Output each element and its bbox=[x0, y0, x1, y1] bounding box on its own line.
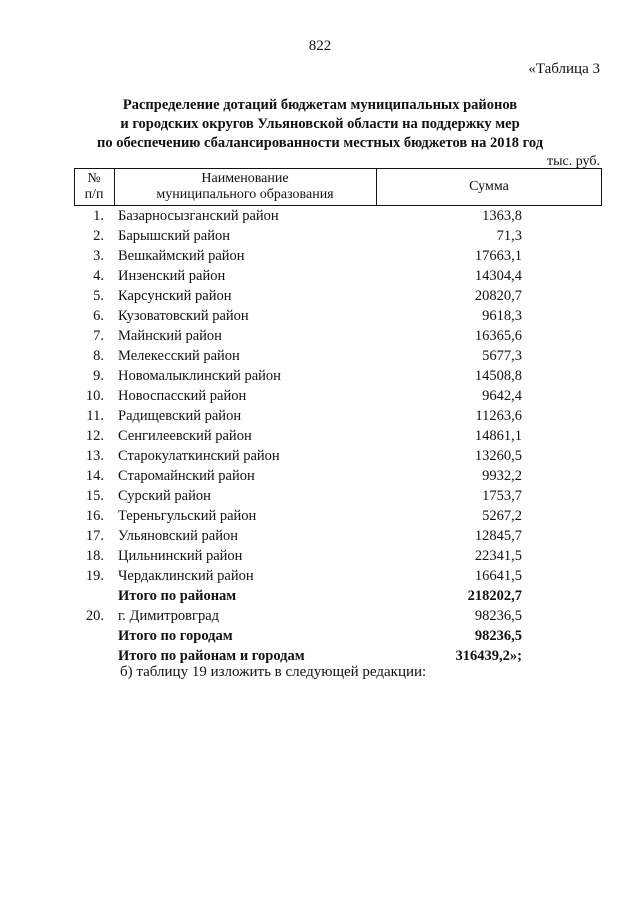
row-number: 10. bbox=[85, 388, 104, 404]
municipality-name: Сурский район bbox=[118, 488, 211, 504]
amount-value: 20820,7 bbox=[474, 288, 522, 304]
table-row bbox=[74, 306, 602, 326]
amount-value: 98236,5 bbox=[474, 628, 522, 644]
municipality-name: Чердаклинский район bbox=[118, 568, 254, 584]
amount-value: 1753,7 bbox=[482, 488, 522, 504]
table-row bbox=[74, 546, 602, 566]
municipality-name: Итого по районам bbox=[118, 588, 237, 604]
table-row bbox=[74, 246, 602, 266]
row-number: 16. bbox=[85, 508, 104, 524]
header-sum: Сумма bbox=[469, 179, 509, 194]
header-number-abbr: п/п bbox=[84, 187, 104, 202]
amount-value: 16641,5 bbox=[474, 568, 522, 584]
table-row bbox=[74, 346, 602, 366]
page-number: 822 bbox=[308, 38, 332, 54]
row-number: 1. bbox=[93, 208, 104, 224]
row-number: 3. bbox=[93, 248, 104, 264]
row-number: 2. bbox=[93, 228, 104, 244]
header-name-line2: муниципального образования bbox=[156, 187, 334, 202]
row-number: 5. bbox=[93, 288, 104, 304]
table-row bbox=[74, 266, 602, 286]
row-number: 14. bbox=[85, 468, 104, 484]
row-number: 7. bbox=[93, 328, 104, 344]
amount-value: 17663,1 bbox=[474, 248, 522, 264]
amount-value: 5267,2 bbox=[482, 508, 522, 524]
row-number: 13. bbox=[85, 448, 104, 464]
amount-value: 13260,5 bbox=[474, 448, 522, 464]
municipality-name: Майнский район bbox=[118, 328, 222, 344]
table-row bbox=[74, 466, 602, 486]
table-body bbox=[74, 206, 602, 666]
municipality-name: Новоспасский район bbox=[118, 388, 247, 404]
municipality-name: Инзенский район bbox=[118, 268, 226, 284]
amount-value: 12845,7 bbox=[474, 528, 522, 544]
table-row bbox=[74, 526, 602, 546]
amount-value: 9932,2 bbox=[482, 468, 522, 484]
units-label: тыс. руб. bbox=[547, 154, 600, 169]
municipality-name: Барышский район bbox=[118, 228, 230, 244]
table-row bbox=[74, 206, 602, 226]
amount-value: 1363,8 bbox=[482, 208, 522, 224]
table-row bbox=[74, 286, 602, 306]
municipality-name: Карсунский район bbox=[118, 288, 232, 304]
amount-value: 9642,4 bbox=[482, 388, 522, 404]
total-row bbox=[74, 586, 602, 606]
title-line: и городских округов Ульяновской области на поддержку мер bbox=[120, 116, 520, 132]
municipality-name: Базарносызганский район bbox=[118, 208, 279, 224]
table-row bbox=[74, 506, 602, 526]
table-row bbox=[74, 366, 602, 386]
row-number: 9. bbox=[93, 368, 104, 384]
amount-value: 5677,3 bbox=[482, 348, 522, 364]
table-row bbox=[74, 566, 602, 586]
municipality-name: Итого по городам bbox=[118, 628, 233, 644]
table-header bbox=[74, 168, 602, 206]
municipality-name: Цильнинский район bbox=[118, 548, 243, 564]
header-number-symbol: № bbox=[87, 171, 101, 186]
municipality-name: Вешкаймский район bbox=[118, 248, 245, 264]
title-line: Распределение дотаций бюджетам муниципальных районов bbox=[122, 97, 518, 113]
amount-value: 98236,5 bbox=[474, 608, 522, 624]
table-row bbox=[74, 426, 602, 446]
row-number: 11. bbox=[86, 408, 104, 424]
table-title bbox=[60, 96, 580, 153]
amount-value: 9618,3 bbox=[482, 308, 522, 324]
footer-text: б) таблицу 19 изложить в следующей редакции: bbox=[120, 664, 427, 680]
row-number: 6. bbox=[93, 308, 104, 324]
row-number: 18. bbox=[85, 548, 104, 564]
municipality-name: Ульяновский район bbox=[118, 528, 239, 544]
row-number: 12. bbox=[85, 428, 104, 444]
header-number bbox=[74, 171, 114, 203]
municipality-name: Сенгилеевский район bbox=[118, 428, 252, 444]
table-row bbox=[74, 386, 602, 406]
row-number: 17. bbox=[85, 528, 104, 544]
table-row bbox=[74, 326, 602, 346]
municipality-name: Мелекесский район bbox=[118, 348, 240, 364]
row-number: 4. bbox=[93, 268, 104, 284]
table-row bbox=[74, 486, 602, 506]
amount-value: 16365,6 bbox=[474, 328, 522, 344]
amount-value: 22341,5 bbox=[474, 548, 522, 564]
amount-value: 11263,6 bbox=[475, 408, 522, 424]
municipality-name: Старомайнский район bbox=[118, 468, 255, 484]
municipality-name: г. Димитровград bbox=[118, 608, 220, 624]
municipality-name: Итого по районам и городам bbox=[118, 648, 305, 664]
municipality-name: Радищевский район bbox=[118, 408, 242, 424]
amount-value: 14304,4 bbox=[474, 268, 522, 284]
total-row bbox=[74, 626, 602, 646]
table-reference: «Таблица 3 bbox=[528, 61, 600, 77]
table-row bbox=[74, 606, 602, 626]
total-row bbox=[74, 646, 602, 666]
amount-value: 316439,2»; bbox=[455, 648, 522, 664]
table-row bbox=[74, 406, 602, 426]
amount-value: 14861,1 bbox=[474, 428, 522, 444]
title-line: по обеспечению сбалансированности местных бюджетов на 2018 год bbox=[96, 135, 544, 151]
row-number: 15. bbox=[85, 488, 104, 504]
municipality-name: Тереньгульский район bbox=[118, 508, 257, 524]
amount-value: 71,3 bbox=[496, 228, 522, 244]
table-row bbox=[74, 226, 602, 246]
amount-value: 218202,7 bbox=[467, 588, 522, 604]
header-name-line1: Наименование bbox=[201, 171, 289, 186]
row-number: 8. bbox=[93, 348, 104, 364]
row-number: 19. bbox=[85, 568, 104, 584]
header-name bbox=[114, 171, 376, 203]
amount-value: 14508,8 bbox=[474, 368, 522, 384]
municipality-name: Кузоватовский район bbox=[118, 308, 249, 324]
municipality-name: Новомалыклинский район bbox=[118, 368, 281, 384]
row-number: 20. bbox=[85, 608, 104, 624]
municipality-name: Старокулаткинский район bbox=[118, 448, 280, 464]
table-row bbox=[74, 446, 602, 466]
